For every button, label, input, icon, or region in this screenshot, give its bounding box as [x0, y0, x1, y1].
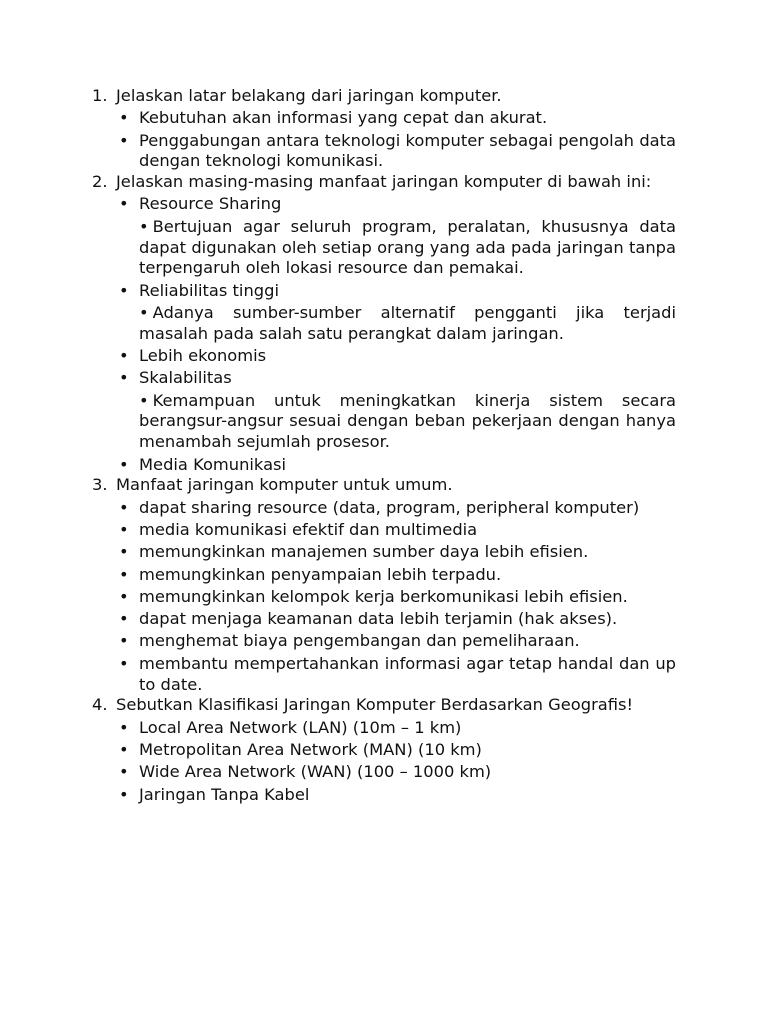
question-text: Jelaskan masing-masing manfaat jaringan komputer di bawah ini:: [116, 172, 652, 192]
list-item-text: memungkinkan kelompok kerja berkomunikasi lebih efisien.: [139, 586, 628, 606]
bullet-icon: •: [119, 454, 129, 474]
list-item: [92, 455, 676, 476]
list-item: [92, 785, 676, 806]
list-item: [92, 108, 676, 129]
list-item-text: memungkinkan penyampaian lebih terpadu.: [139, 564, 502, 584]
list-item: [92, 565, 676, 586]
bullet-icon: •: [119, 346, 129, 366]
bullet-icon: •: [119, 130, 129, 150]
list-item-text: dapat menjaga keamanan data lebih terjamin (hak akses).: [139, 609, 618, 629]
list-item-text: Wide Area Network (WAN) (100 – 1000 km): [139, 762, 492, 782]
list-item-text: membantu mempertahankan informasi agar tetap handal dan up to date.: [139, 653, 676, 694]
question-number: 3.: [92, 475, 108, 495]
list-item-text: media komunikasi efektif dan multimedia: [139, 519, 478, 539]
bullet-icon: •: [119, 564, 129, 584]
bullet-icon: •: [119, 717, 129, 737]
bullet-icon: •: [119, 762, 129, 782]
bullet-icon: •: [119, 280, 129, 300]
list-item-text: menghemat biaya pengembangan dan pemeliharaan.: [139, 631, 580, 651]
list-item-text: Jaringan Tanpa Kabel: [139, 784, 310, 804]
bullet-icon: •: [119, 609, 129, 629]
list-item: [92, 654, 676, 696]
sub-detail-text: Adanya sumber-sumber alternatif pengganti jika terjadi masalah pada salah satu perangkat dalam jaringan.: [139, 302, 676, 343]
sub-detail: [92, 391, 676, 453]
list-item: [92, 281, 676, 302]
list-item: [92, 762, 676, 783]
list-item: [92, 740, 676, 761]
question-2: [92, 172, 676, 193]
list-item: [92, 368, 676, 389]
list-item: [92, 194, 676, 215]
list-item-text: Metropolitan Area Network (MAN) (10 km): [139, 739, 482, 759]
list-item-text: Skalabilitas: [139, 368, 232, 388]
list-item-text: memungkinkan manajemen sumber daya lebih efisien.: [139, 542, 589, 562]
question-text: Sebutkan Klasifikasi Jaringan Komputer Berdasarkan Geografis!: [116, 695, 634, 715]
list-item: [92, 587, 676, 608]
bullet-icon: •: [119, 519, 129, 539]
question-number: 2.: [92, 172, 108, 192]
question-4: [92, 695, 676, 716]
bullet-icon: •: [119, 194, 129, 214]
question-number: 1.: [92, 86, 108, 105]
list-item: [92, 542, 676, 563]
sub-detail: [92, 217, 676, 279]
question-text: Jelaskan latar belakang dari jaringan komputer.: [116, 86, 502, 105]
question-text: Manfaat jaringan komputer untuk umum.: [116, 475, 453, 495]
bullet-icon: •: [139, 216, 149, 236]
question-3: [92, 475, 676, 496]
list-item-text: Media Komunikasi: [139, 454, 287, 474]
bullet-icon: •: [119, 497, 129, 517]
list-item: [92, 609, 676, 630]
bullet-icon: •: [139, 302, 149, 322]
list-item-text: Lebih ekonomis: [139, 346, 267, 366]
list-item-text: Resource Sharing: [139, 194, 282, 214]
list-item-text: Kebutuhan akan informasi yang cepat dan akurat.: [139, 108, 548, 128]
bullet-icon: •: [119, 653, 129, 673]
list-item: [92, 498, 676, 519]
document-body: [92, 86, 676, 805]
bullet-icon: •: [139, 390, 149, 410]
list-item: [92, 718, 676, 739]
bullet-icon: •: [119, 784, 129, 804]
list-item: [92, 520, 676, 541]
sub-detail: [92, 303, 676, 345]
list-item: [92, 346, 676, 367]
bullet-icon: •: [119, 368, 129, 388]
bullet-icon: •: [119, 631, 129, 651]
list-item-text: dapat sharing resource (data, program, peripheral komputer): [139, 497, 640, 517]
list-item-text: Local Area Network (LAN) (10m – 1 km): [139, 717, 462, 737]
list-item: [92, 131, 676, 173]
sub-detail-text: Kemampuan untuk meningkatkan kinerja sistem secara berangsur-angsur sesuai dengan beban pekerjaan dengan hanya menambah sejumlah prosesor.: [139, 390, 676, 452]
bullet-icon: •: [119, 739, 129, 759]
list-item-text: Reliabilitas tinggi: [139, 280, 279, 300]
list-item: [92, 631, 676, 652]
question-1: [92, 86, 676, 107]
question-number: 4.: [92, 695, 108, 715]
list-item-text: Penggabungan antara teknologi komputer sebagai pengolah data dengan teknologi komunikasi.: [139, 130, 676, 171]
bullet-icon: •: [119, 586, 129, 606]
sub-detail-text: Bertujuan agar seluruh program, peralatan, khususnya data dapat digunakan oleh setiap orang yang ada pada jaringan tanpa terpengaruh oleh lokasi resource dan pemakai.: [139, 216, 676, 278]
bullet-icon: •: [119, 542, 129, 562]
bullet-icon: •: [119, 108, 129, 128]
